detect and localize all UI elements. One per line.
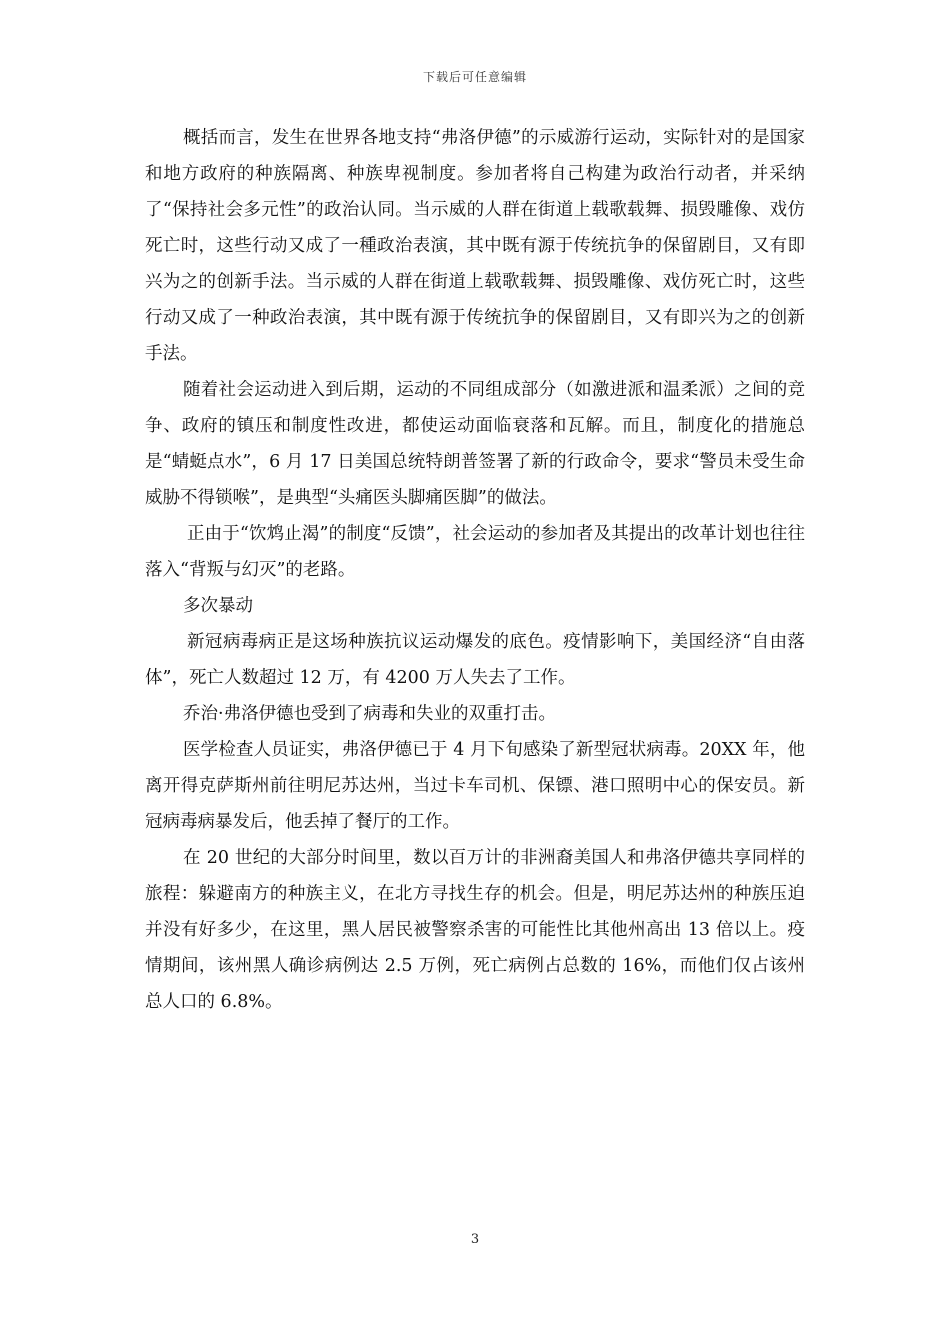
paragraph: 概括而言，发生在世界各地支持“弗洛伊德”的示威游行运动，实际针对的是国家和地方政府的种族隔离、种族卑视制度。参加者将自己构建为政治行动者，并采纳了“保持社会多元性”的政治认同。当示威的人群在街道上载歌载舞、损毁雕像、戏仿死亡时，这些行动又成了一種政治表演，其中既有源于传统抗争的保留剧目，又有即兴为之的创新手法。当示威的人群在街道上载歌载舞、损毁雕像、戏仿死亡时，这些行动又成了一种政治表演，其中既有源于传统抗争的保留剧目，又有即兴为之的创新手法。 [145,128,805,364]
page-number: 3 [470,1232,480,1247]
paragraph: 医学检查人员证实，弗洛伊德已于 4 月下旬感染了新型冠状病毒。20XX 年，他离开得克萨斯州前往明尼苏达州，当过卡车司机、保镖、港口照明中心的保安员。新冠病毒病暴发后，他丢掉了餐厅的工作。 [145,740,805,832]
document-body [145,120,805,1020]
section-heading: 多次暴动 [183,596,253,616]
paragraph: 在 20 世纪的大部分时间里，数以百万计的非洲裔美国人和弗洛伊德共享同样的旅程：躲避南方的种族主义，在北方寻找生存的机会。但是，明尼苏达州的种族压迫并没有好多少，在这里，黑人居民被警察杀害的可能性比其他州高出 13 倍以上。疫情期间，该州黑人确诊病例达 2.5 万例，死亡病例占总数的 16%，而他们仅占该州总人口的 6.8%。 [145,848,805,1012]
paragraph: 乔治·弗洛伊德也受到了病毒和失业的双重打击。 [183,704,557,724]
paragraph: 随着社会运动进入到后期，运动的不同组成部分（如激进派和温柔派）之间的竞争、政府的镇压和制度性改进，都使运动面临衰落和瓦解。而且，制度化的措施总是“蜻蜓点水”，6 月 17 日美国总统特朗普签署了新的行政命令，要求“警员未受生命威胁不得锁喉”，是典型“头痛医头脚痛医脚”的做法。 [145,380,805,508]
page-header: 下载后可任意编辑 [422,70,527,84]
paragraph: 新冠病毒病正是这场种族抗议运动爆发的底色。疫情影响下，美国经济“自由落体”，死亡人数超过 12 万，有 4200 万人失去了工作。 [145,632,805,688]
paragraph: 正由于“饮鸩止渴”的制度“反馈”，社会运动的参加者及其提出的改革计划也往往落入“背叛与幻灭”的老路。 [145,524,805,580]
